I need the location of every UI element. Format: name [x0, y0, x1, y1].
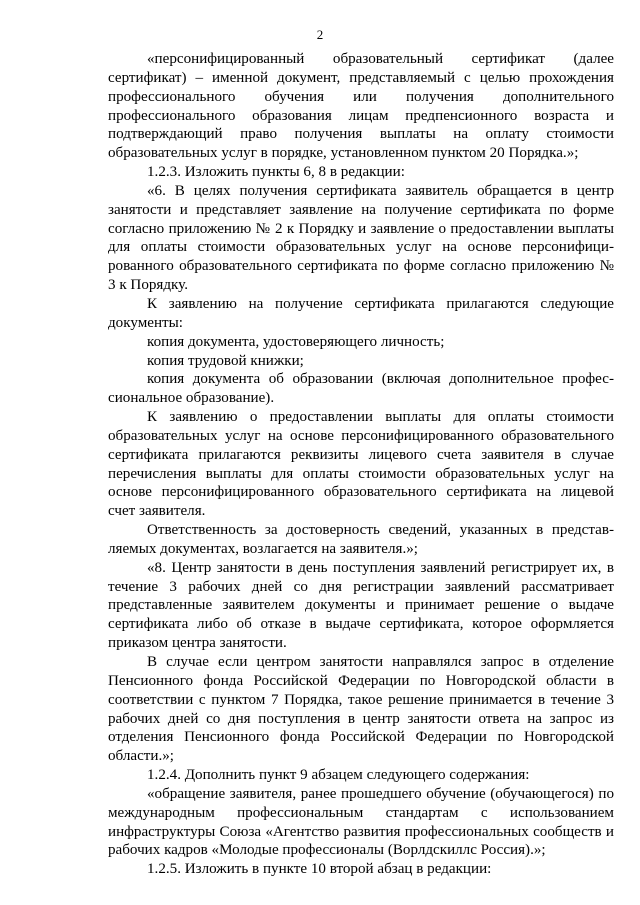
- paragraph-certificate-definition: «персонифицированный образовательный сертификат (далее сертификат) – именной документ, представляемый с целью прохождения профессионального обучения или получения дополнительного профессионального образования лицам предпенсионного возраста и подтверждающий право получения выплаты на оплату стоимости образовательных услуг в порядке, установленном пунктом 20 Порядка.»;: [108, 51, 614, 162]
- paragraph-worldskills: «обращение заявителя, ранее прошедшего обучение (обучающегося) по международным профессиональным стандартам с использованием инфраструктуры Союза «Агентство развития профессиональных сообществ и рабочих кадров «Молодые профессионалы (Ворлдскиллс Россия).»;: [108, 785, 614, 859]
- list-item-id-copy: копия документа, удостоверяющего личность;: [147, 333, 445, 350]
- paragraph-payment-requisites: К заявлению о предоставлении выплаты для оплаты стоимости образовательных услуг на основе персонифицированного образовательного сертификата прилагаются реквизиты лицевого счета заявителя в случае перечисления выплаты для оплаты стоимости образовательных услуг на основе персонифицированного образовательного сертификата на лицевой счет заявителя.: [108, 409, 614, 520]
- paragraph-attached-documents: К заявлению на получение сертификата прилагаются следующие документы:: [108, 295, 614, 331]
- paragraph-responsibility: Ответственность за достоверность сведений, указанных в представляемых документах, возлагается на заявителя.»;: [108, 522, 614, 557]
- page-number: 2: [316, 27, 324, 42]
- list-item-education-copy: копия документа об образовании (включая дополнительное профессиональное образование).: [108, 371, 614, 407]
- paragraph-1-2-5-heading: 1.2.5. Изложить в пункте 10 второй абзац в редакции:: [147, 861, 492, 878]
- paragraph-pension-fund-request: В случае если центром занятости направлялся запрос в отделение Пенсионного фонда Российской Федерации по Новгородской области в соответствии с пунктом 7 Порядка, такое решение принимается в течение 3 рабочих дней со дня поступления в центр занятости ответа на запрос из отделения Пенсионного фонда Российской Федерации по Новгородской области.»;: [108, 654, 614, 765]
- paragraph-item-6: «6. В целях получения сертификата заявитель обращается в центр занятости и представляет заявление на получение сертификата по форме согласно приложению № 2 к Порядку и заявление о предоставлении выплаты для оплаты стоимости образовательных услуг на основе персонифицированного образовательного сертификата по форме согласно приложению № 3 к Порядку.: [108, 182, 614, 294]
- paragraph-item-8: «8. Центр занятости в день поступления заявлений регистрирует их, в течение 3 рабочих дней со дня регистрации заявлений рассматривает представленные заявителем документы и принимает решение о выдаче сертификата либо об отказе в выдаче сертификата, которое оформляется приказом центра занятости.: [108, 559, 614, 652]
- document-body: [108, 50, 614, 879]
- list-item-workbook-copy: копия трудовой книжки;: [147, 352, 304, 369]
- paragraph-1-2-4-heading: 1.2.4. Дополнить пункт 9 абзацем следующего содержания:: [147, 767, 530, 784]
- paragraph-1-2-3-heading: 1.2.3. Изложить пункты 6, 8 в редакции:: [147, 164, 405, 181]
